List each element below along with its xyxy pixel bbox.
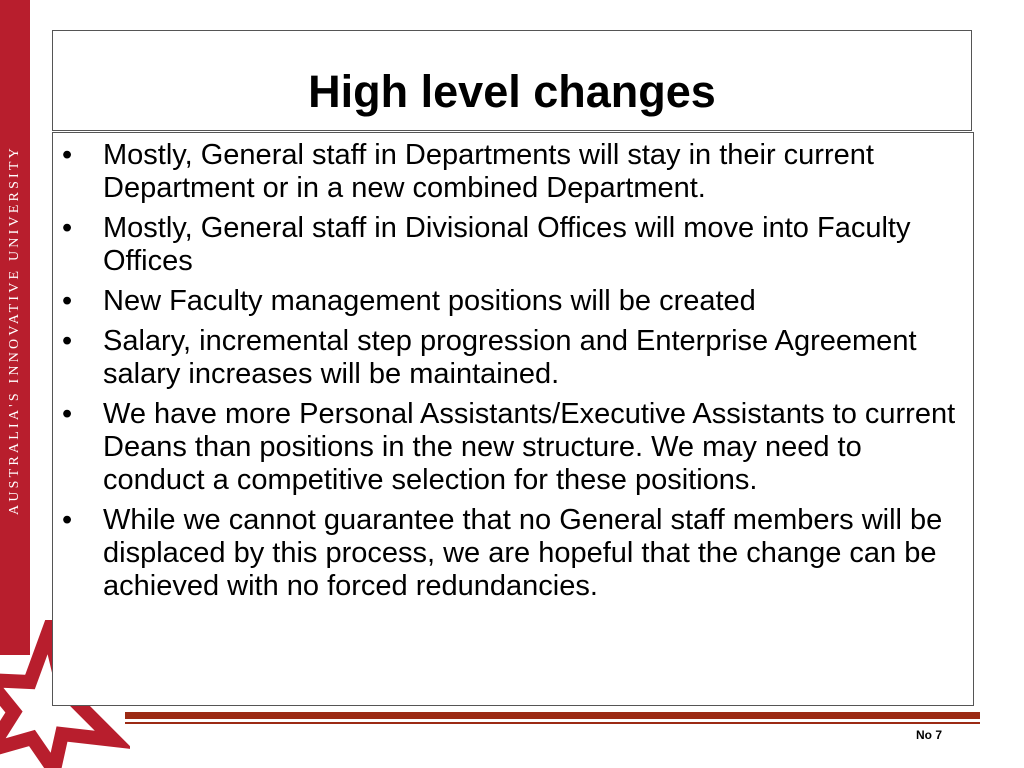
- bullet-text: While we cannot guarantee that no General staff members will be displaced by this process, we are hopeful that the change can be achieved with no forced redundancies.: [103, 504, 943, 602]
- bullet-text: We have more Personal Assistants/Executive Assistants to current Deans than positions in the new structure. We may need to conduct a competitive selection for these positions.: [103, 398, 956, 496]
- bullet-mark: •: [62, 504, 73, 536]
- bullet-text: Mostly, General staff in Divisional Offices will move into Faculty Offices: [103, 212, 911, 277]
- title-box: [52, 30, 972, 131]
- bullet-text: Mostly, General staff in Departments will stay in their current Department or in a new combined Department.: [103, 139, 874, 204]
- university-tagline: AUSTRALIA'S INNOVATIVE UNIVERSITY: [7, 145, 22, 515]
- slide-title: High level changes: [308, 66, 716, 117]
- bullet-text: New Faculty management positions will be created: [103, 285, 756, 317]
- bullet-item: [53, 139, 973, 205]
- bullet-item: [53, 285, 973, 318]
- bullet-text: Salary, incremental step progression and Enterprise Agreement salary increases will be maintained.: [103, 325, 917, 390]
- content-box: [52, 132, 974, 706]
- bullet-mark: •: [62, 285, 73, 317]
- bullet-item: [53, 398, 973, 497]
- bullet-mark: •: [62, 139, 73, 171]
- bullet-list: [53, 133, 973, 603]
- bullet-mark: •: [62, 398, 73, 430]
- side-brand-band: [0, 0, 30, 655]
- bullet-item: [53, 325, 973, 391]
- bullet-mark: •: [62, 325, 73, 357]
- bullet-mark: •: [62, 212, 73, 244]
- bullet-item: [53, 212, 973, 278]
- footer-rule-thin: [125, 722, 980, 724]
- footer-rule-thick: [125, 712, 980, 719]
- bullet-item: [53, 504, 973, 603]
- slide-number: No 7: [915, 728, 942, 742]
